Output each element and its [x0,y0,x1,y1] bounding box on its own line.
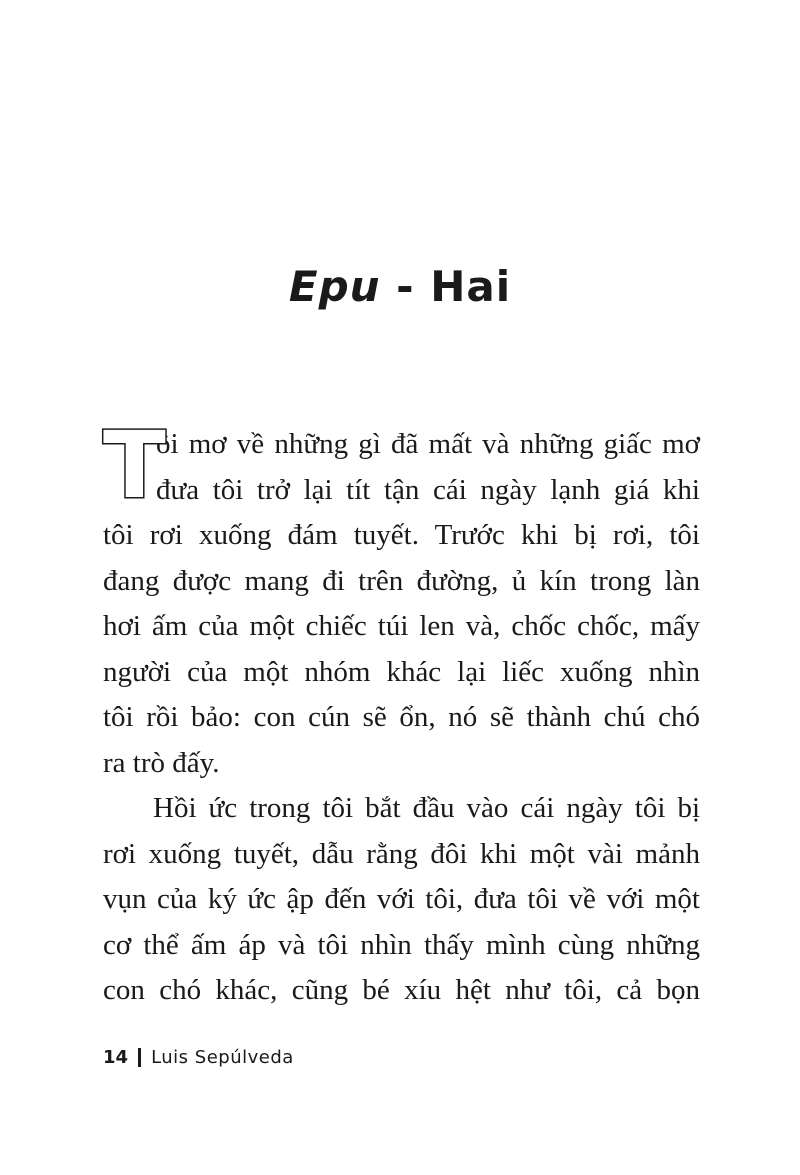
text-line: người của một nhóm khác lại liếc xuống nhìn [103,655,700,688]
text-line: vụn của ký ức ập đến với tôi, đưa tôi về với một [103,883,700,915]
text-line: hơi ấm của một chiếc túi len và, chốc chốc, mấy [103,610,700,642]
text-line: đang được mang đi trên đường, ủ kín trong làn [103,564,700,597]
paragraph-1 [103,412,700,786]
text-line: tôi rồi bảo: con cún sẽ ổn, nó sẽ thành chú chó [103,701,700,733]
page-number: 14 [103,1047,129,1068]
text-line: ôi mơ về những gì đã mất và những giấc mơ [156,428,700,460]
footer-separator [138,1048,141,1067]
text-line: cơ thể ấm áp và tôi nhìn thấy mình cùng những [103,928,700,961]
chapter-title [0,262,800,311]
paragraph-2 [103,786,700,1014]
body-text [103,412,700,1014]
text-line: con chó khác, cũng bé xíu hệt như tôi, cả bọn [103,974,700,1006]
text-line: đưa tôi trở lại tít tận cái ngày lạnh giá khi [156,473,700,506]
chapter-title-rest: - Hai [380,262,512,311]
drop-cap: T [103,412,166,519]
author-name: Luis Sepúlveda [151,1047,294,1068]
text-line: rơi xuống tuyết, dẫu rằng đôi khi một vài mảnh [103,837,700,870]
text-line: Hồi ức trong tôi bắt đầu vào cái ngày tôi bị [153,792,700,824]
text-line: ra trò đấy. [103,746,220,779]
chapter-title-italic: Epu [288,262,381,311]
page-footer [103,1047,294,1068]
text-line: tôi rơi xuống đám tuyết. Trước khi bị rơi, tôi [103,519,700,551]
